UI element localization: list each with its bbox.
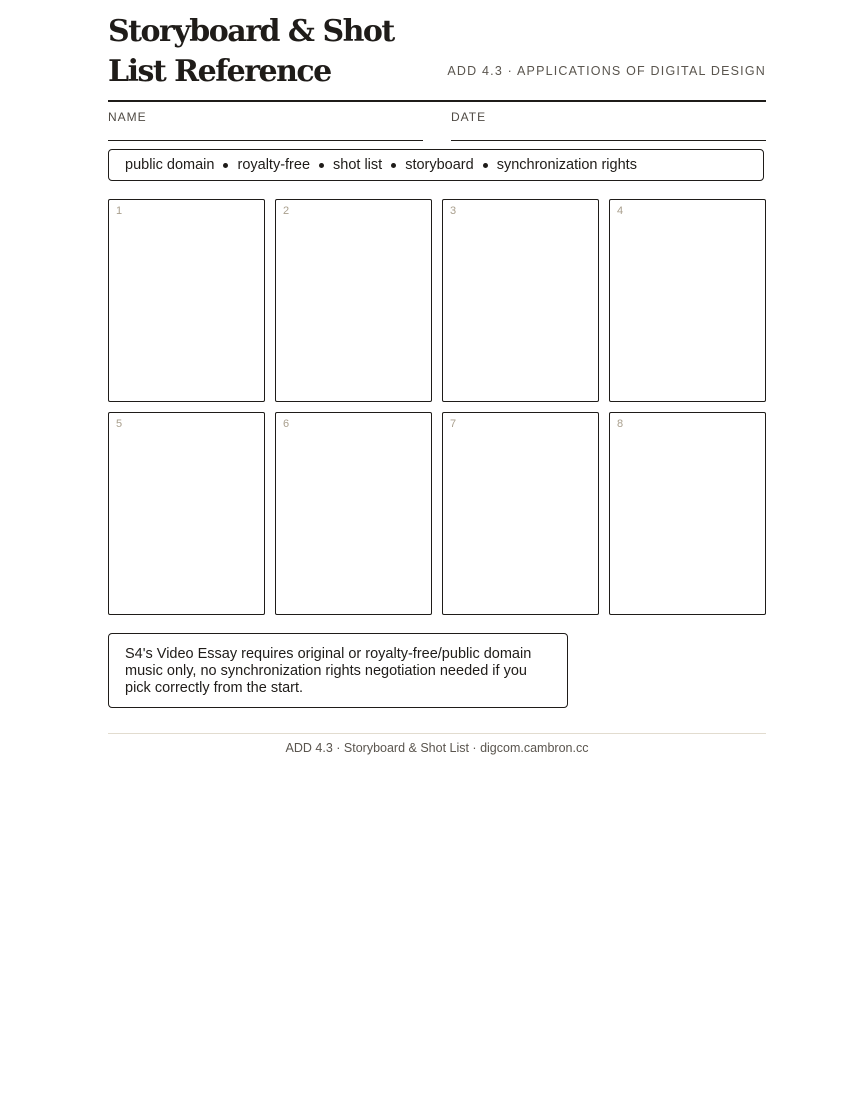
frame-number: 1 <box>116 205 123 217</box>
bullet-separator <box>319 163 324 168</box>
tag-item: royalty-free <box>237 157 311 173</box>
tag-item: shot list <box>333 157 383 173</box>
page-header <box>108 12 766 102</box>
music-note: S4's Video Essay requires original or royalty-free/public domain music only, no synchronization rights negotiation needed if you pick correctly from the start. <box>108 633 568 708</box>
frame-number: 7 <box>450 418 457 430</box>
frame-number: 3 <box>450 205 457 217</box>
storyboard-frame[interactable] <box>609 412 766 615</box>
course-label: ADD 4.3 · APPLICATIONS OF DIGITAL DESIGN <box>447 64 766 78</box>
bullet-separator <box>483 163 488 168</box>
frame-number: 2 <box>283 205 290 217</box>
storyboard-grid <box>108 199 766 615</box>
storyboard-frame[interactable] <box>108 199 265 402</box>
date-field[interactable] <box>451 110 766 141</box>
date-label: DATE <box>451 110 487 124</box>
vocabulary-tags <box>108 149 764 181</box>
name-label: NAME <box>108 110 147 124</box>
storyboard-frame[interactable] <box>442 412 599 615</box>
storyboard-frame[interactable] <box>442 199 599 402</box>
tag-item: storyboard <box>405 157 474 173</box>
tag-item: public domain <box>125 157 215 173</box>
frame-number: 6 <box>283 418 290 430</box>
frame-number: 8 <box>617 418 624 430</box>
frame-number: 5 <box>116 418 123 430</box>
frame-number: 4 <box>617 205 624 217</box>
name-field[interactable] <box>108 110 423 141</box>
page-title: Storyboard & Shot List Reference <box>108 14 394 89</box>
bullet-separator <box>391 163 396 168</box>
page-footer: ADD 4.3 · Storyboard & Shot List · digcom.cambron.cc <box>108 733 766 755</box>
tag-item: synchronization rights <box>496 157 637 173</box>
storyboard-frame[interactable] <box>609 199 766 402</box>
storyboard-frame[interactable] <box>108 412 265 615</box>
bullet-separator <box>223 163 228 168</box>
storyboard-frame[interactable] <box>275 199 432 402</box>
storyboard-frame[interactable] <box>275 412 432 615</box>
